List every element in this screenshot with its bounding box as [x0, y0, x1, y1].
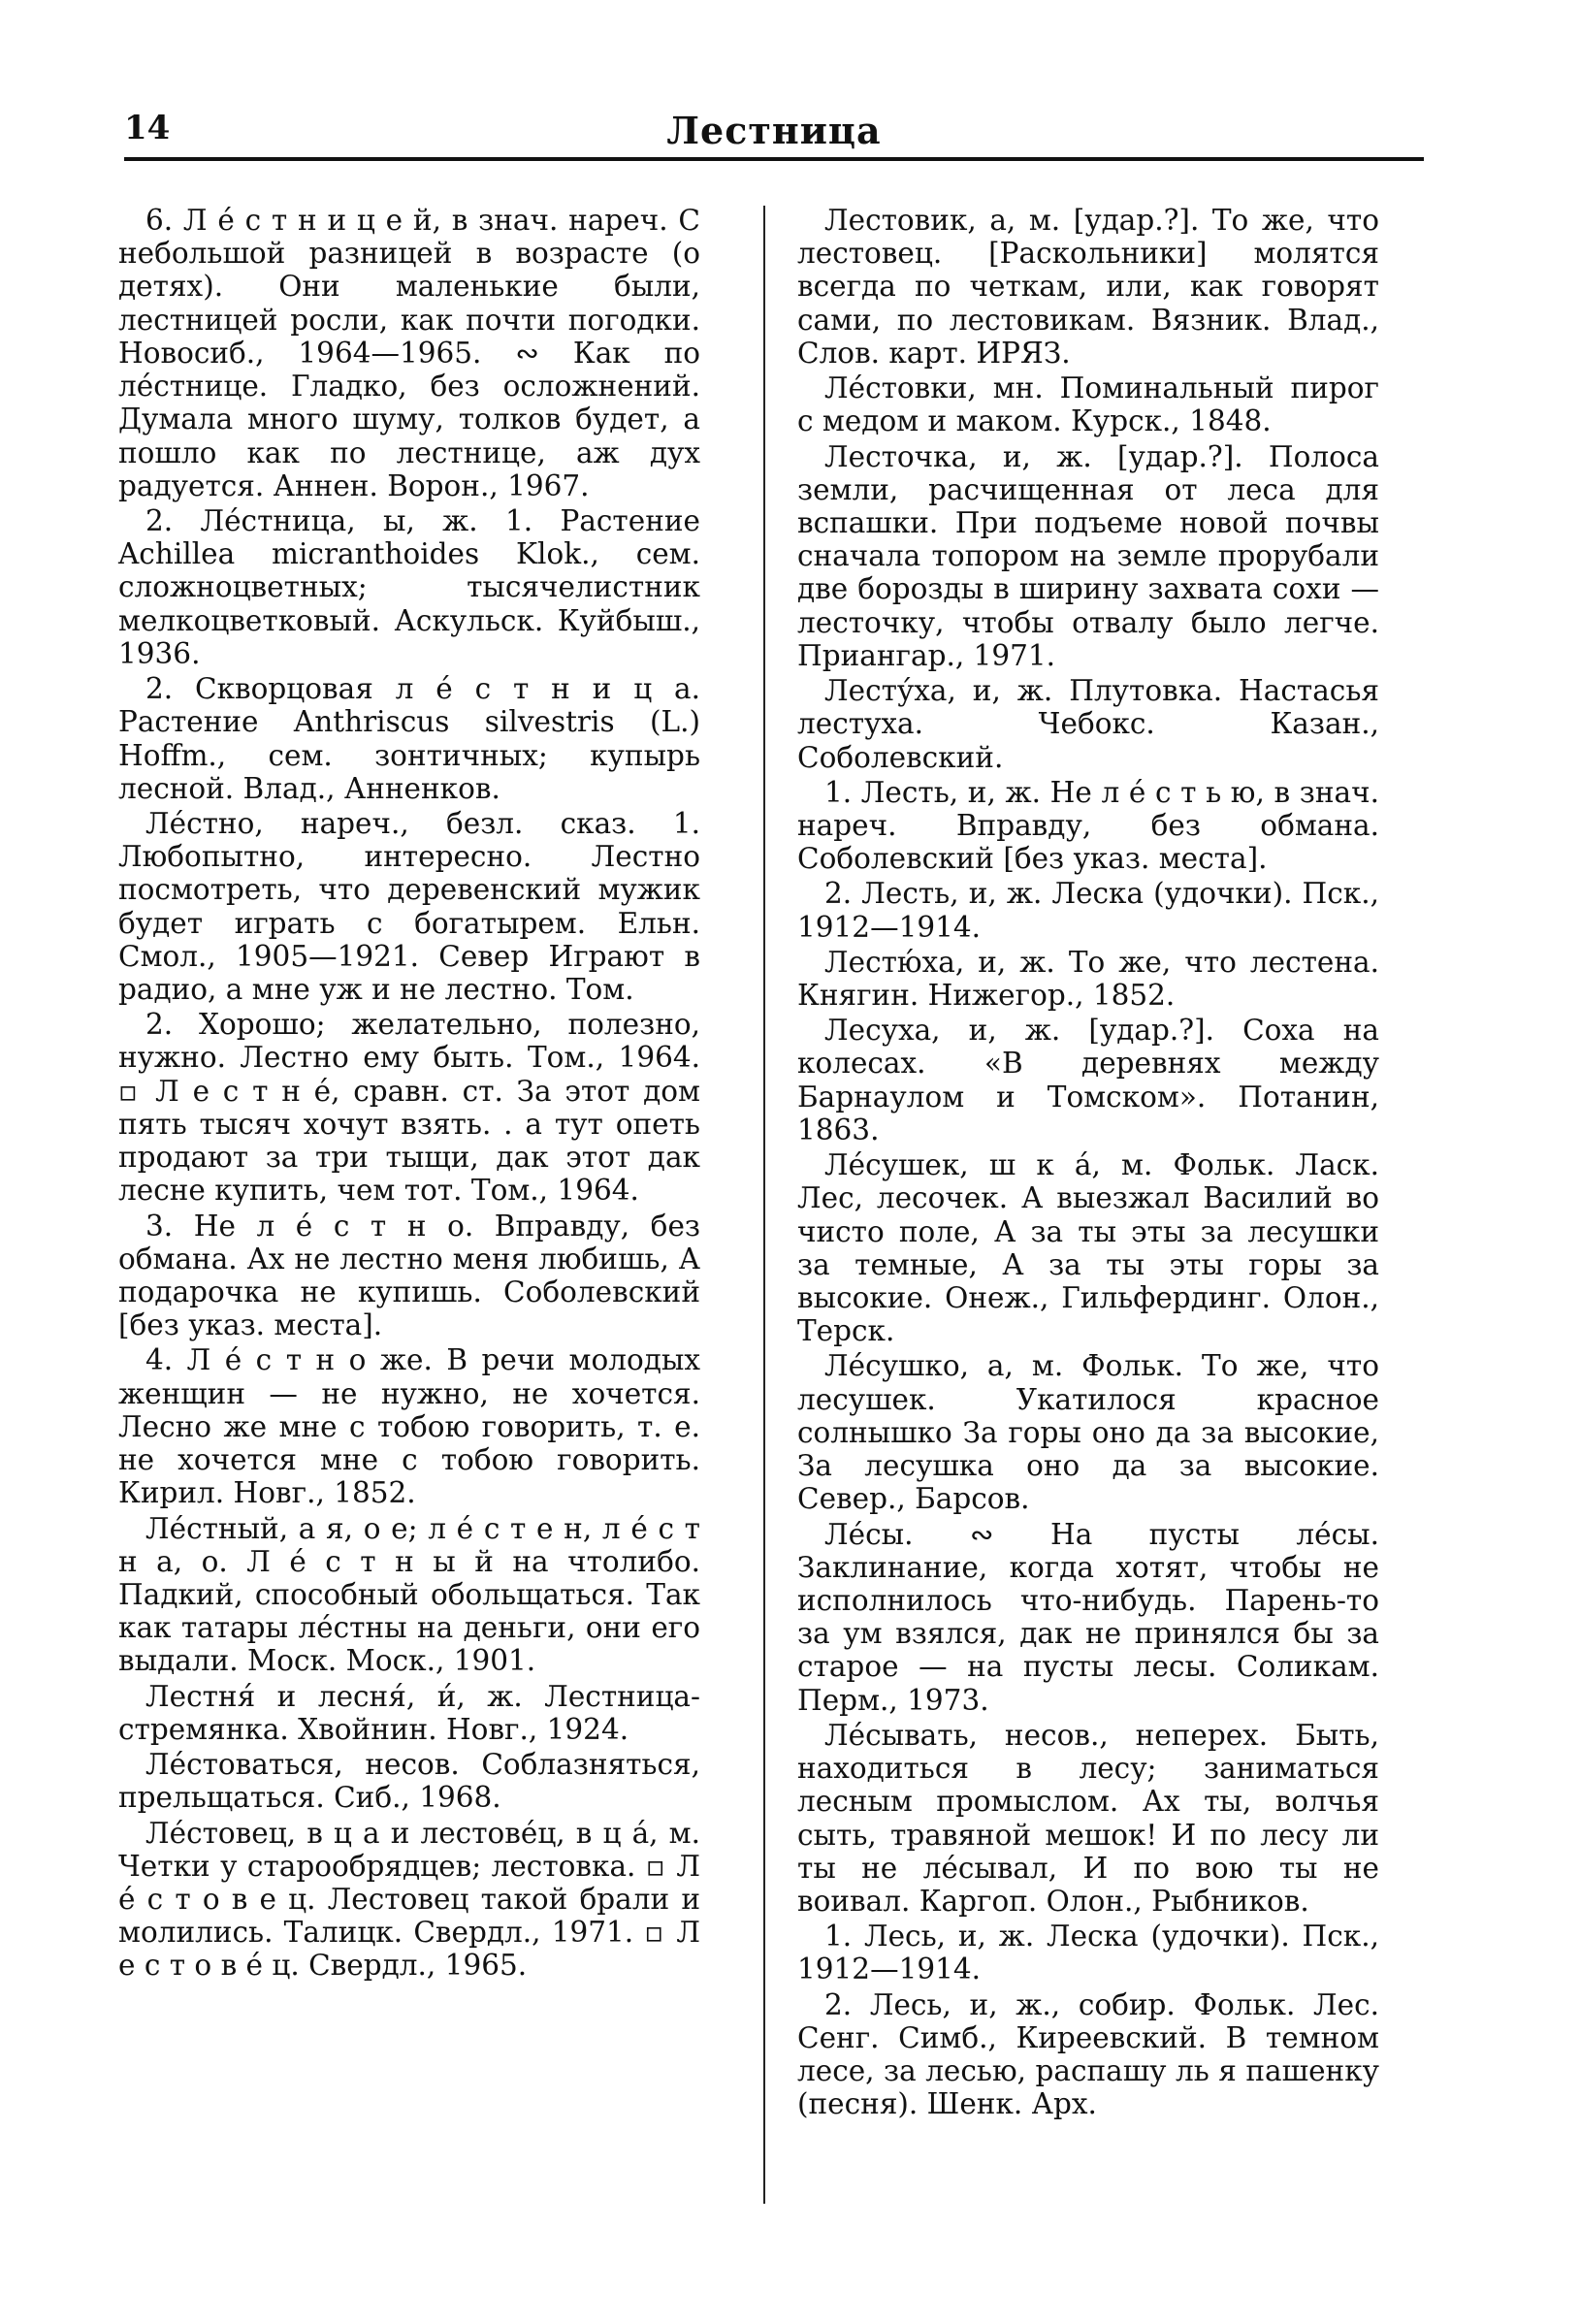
entry: 1. Лесь, и, ж. Леска (удочки). Пск., 1912—1914. — [797, 1920, 1379, 1986]
entry: Лéстоваться, несов. Соблазняться, прельщаться. Сиб., 1968. — [118, 1748, 700, 1815]
entry: Лéсы. ∾ На пусты лéсы. Заклинание, когда хотят, чтобы не исполнилось что-нибудь. Парень-то за ум взялся, дак не принялся бы за старое — на пусты лесы. Соликам. Перм., 1973. — [797, 1517, 1379, 1717]
entry: Лесту́ха, и, ж. Плутовка. Настасья лестуха. Чебокс. Казан., Соболевский. — [797, 674, 1379, 774]
entry: 2. Лéстница, ы, ж. 1. Растение Achillea micranthoides Klok., сем. сложноцветных; тысячелистник мелкоцветковый. Аскульск. Куйбыш., 1936. — [118, 503, 700, 670]
entry: Лестня́ и лесня́, и́, ж. Лестница-стремянка. Хвойнин. Новг., 1924. — [118, 1679, 700, 1746]
page-number: 14 — [124, 109, 171, 147]
entry: 2. Лесть, и, ж. Леска (удочки). Пск., 1912—1914. — [797, 877, 1379, 944]
entry: Лестовик, а, м. [удар.?]. То же, что лестовец. [Раскольники] молятся всегда по четкам, или, как говорят сами, по лестовикам. Вязник. Влад., Слов. карт. ИРЯЗ. — [797, 204, 1379, 370]
entry: Лéстно, нареч., безл. сказ. 1. Любопытно, интересно. Лестно посмотреть, что деревенский мужик будет играть с богатырем. Ельн. Смол., 1905—1921. Север Играют в радио, а мне уж и не лестно. Том. — [118, 806, 700, 1007]
page-header — [124, 109, 1424, 161]
entry: 1. Лесть, и, ж. Не л é с т ь ю, в знач. нареч. Вправду, без обмана. Соболевский [без указ. места]. — [797, 775, 1379, 876]
entry: 2. Скворцовая л é с т н и ц а. Растение Anthriscus silvestris (L.) Hoffm., сем. зонтичных; купырь лесной. Влад., Анненков. — [118, 672, 700, 805]
entry: 4. Л é с т н о же. В речи молодых женщин — не нужно, не хочется. Лесно же мне с тобою говорить, т. е. не хочется мне с тобою говорить. Кирил. Новг., 1852. — [118, 1343, 700, 1510]
left-column — [118, 204, 700, 1985]
entry: Лéсывать, несов., неперех. Быть, находиться в лесу; заниматься лесным промыслом. Ах ты, волчья сыть, травяной мешок! И по лесу ли ты не лéсывал, И по вою ты не воивал. Каргоп. Олон., Рыбников. — [797, 1718, 1379, 1918]
entry: Лéсушко, а, м. Фольк. То же, что лесушек. Укатилося красное солнышко За горы оно да за высокие, За лесушка оно да за высокие. Север., Барсов. — [797, 1349, 1379, 1516]
right-column — [797, 204, 1379, 2122]
running-title: Лестница — [666, 109, 882, 152]
entry: Лéстовки, мн. Поминальный пирог с медом и маком. Курск., 1848. — [797, 371, 1379, 438]
entry: 2. Лесь, и, ж., собир. Фольк. Лес. Сенг. Симб., Киреевский. В темном лесе, за лесью, распашу ль я пашенку (песня). Шенк. Арх. — [797, 1987, 1379, 2121]
entry: Лесуха, и, ж. [удар.?]. Соха на колесах. «В деревнях между Барнаулом и Томском». Потанин, 1863. — [797, 1014, 1379, 1146]
entry: 3. Не л é с т н о. Вправду, без обмана. Ах не лестно меня любишь, А подарочка не купишь. Соболевский [без указ. места]. — [118, 1209, 700, 1342]
entry: Лéстный, а я, о е; л é с т е н, л é с т н а, о. Л é с т н ы й на чтолибо. Падкий, способный обольщаться. Так как татары лéстны на деньги, они его выдали. Моск. Моск., 1901. — [118, 1511, 700, 1678]
entry: Лéсушек, ш к á, м. Фольк. Ласк. Лес, лесочек. А выезжал Василий во чисто поле, А за ты эты за лесушки за темные, А за ты эты горы за высокие. Онеж., Гильфердинг. Олон., Терск. — [797, 1148, 1379, 1348]
entry: Лестю́ха, и, ж. То же, что лестена. Княгин. Нижегор., 1852. — [797, 945, 1379, 1013]
entry: Лéстовец, в ц а и лестовéц, в ц á, м. Четки у старообрядцев; лестовка. ▫ Л é с т о в е ц. Лестовец такой брали и молились. Талицк. Свердл., 1971. ▫ Л е с т о в é ц. Свердл., 1965. — [118, 1816, 700, 1983]
entry: 2. Хорошо; желательно, полезно, нужно. Лестно ему быть. Том., 1964. ▫ Л е с т н é, сравн. ст. За этот дом пять тысяч хочут взять. . а тут опеть продают за три тыщи, дак этот дак лесне купить, чем тот. Том., 1964. — [118, 1008, 700, 1208]
entry: Лесточка, и, ж. [удар.?]. Полоса земли, расчищенная от леса для вспашки. При подъеме новой почвы сначала топором на земле прорубали две борозды в ширину захвата сохи — лесточку, чтобы отвалу было легче. Приангар., 1971. — [797, 439, 1379, 672]
column-divider — [763, 206, 765, 2204]
entry: 6. Л é с т н и ц е й, в знач. нареч. С небольшой разницей в возрасте (о детях). Они маленькие были, лестницей росли, как почти погодки. Новосиб., 1964—1965. ∾ Как по лéстнице. Гладко, без осложнений. Думала много шуму, толков будет, а пошло как по лестнице, аж дух радуется. Аннен. Ворон., 1967. — [118, 204, 700, 502]
